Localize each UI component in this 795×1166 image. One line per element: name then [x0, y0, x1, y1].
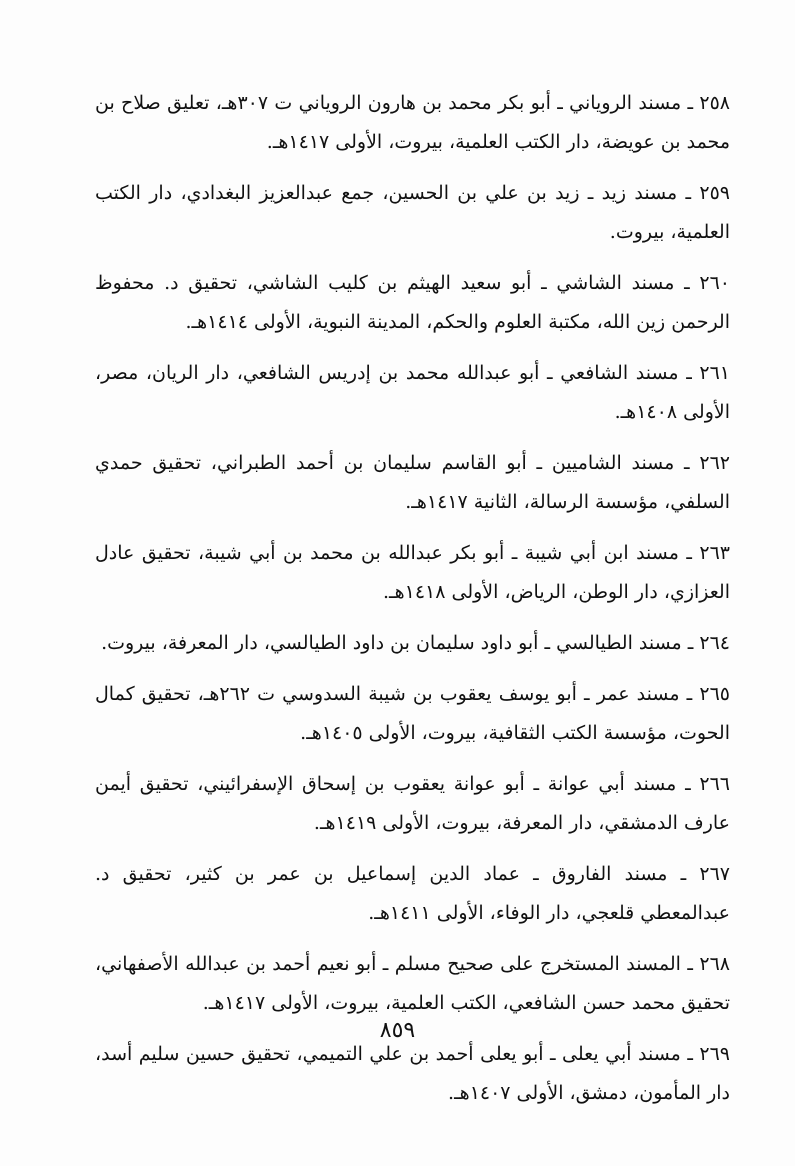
bibliography-entry-261: ٢٦١ ـ مسند الشافعي ـ أبو عبدالله محمد بن إدريس الشافعي، دار الريان، مصر، الأولى ١٤٠٨هـ. — [95, 362, 730, 423]
page-number: ٨٥٩ — [379, 1018, 416, 1043]
bibliography-entry-267: ٢٦٧ ـ مسند الفاروق ـ عماد الدين إسماعيل بن عمر بن كثير، تحقيق د. عبدالمعطي قلعجي، دار الوفاء، الأولى ١٤١١هـ. — [95, 863, 730, 924]
bibliography-entry-265: ٢٦٥ ـ مسند عمر ـ أبو يوسف يعقوب بن شيبة السدوسي ت ٢٦٢هـ، تحقيق كمال الحوت، مؤسسة الكتب الثقافية، بيروت، الأولى ١٤٠٥هـ. — [95, 683, 730, 744]
bibliography-list — [95, 84, 730, 1125]
bibliography-entry-259: ٢٥٩ ـ مسند زيد ـ زيد بن علي بن الحسين، جمع عبدالعزيز البغدادي، دار الكتب العلمية، بيروت. — [95, 182, 730, 243]
bibliography-entry-264: ٢٦٤ ـ مسند الطيالسي ـ أبو داود سليمان بن داود الطيالسي، دار المعرفة، بيروت. — [101, 632, 730, 654]
bibliography-entry-269: ٢٦٩ ـ مسند أبي يعلى ـ أبو يعلى أحمد بن علي التميمي، تحقيق حسين سليم أسد، دار المأمون، دمشق، الأولى ١٤٠٧هـ. — [95, 1043, 730, 1104]
bibliography-entry-266: ٢٦٦ ـ مسند أبي عوانة ـ أبو عوانة يعقوب بن إسحاق الإسفرائيني، تحقيق أيمن عارف الدمشقي، دار المعرفة، بيروت، الأولى ١٤١٩هـ. — [95, 773, 730, 834]
bibliography-entry-260: ٢٦٠ ـ مسند الشاشي ـ أبو سعيد الهيثم بن كليب الشاشي، تحقيق د. محفوظ الرحمن زين الله، مكتبة العلوم والحكم، المدينة النبوية، الأولى ١٤١٤هـ. — [95, 272, 730, 333]
bibliography-entry-263: ٢٦٣ ـ مسند ابن أبي شيبة ـ أبو بكر عبدالله بن محمد بن أبي شيبة، تحقيق عادل العزازي، دار الوطن، الرياض، الأولى ١٤١٨هـ. — [95, 542, 730, 603]
bibliography-entry-262: ٢٦٢ ـ مسند الشاميين ـ أبو القاسم سليمان بن أحمد الطبراني، تحقيق حمدي السلفي، مؤسسة الرسالة، الثانية ١٤١٧هـ. — [95, 452, 730, 513]
bibliography-entry-268: ٢٦٨ ـ المسند المستخرج على صحيح مسلم ـ أبو نعيم أحمد بن عبدالله الأصفهاني، تحقيق محمد حسن الشافعي، الكتب العلمية، بيروت، الأولى ١٤١٧هـ. — [95, 953, 730, 1014]
bibliography-entry-258: ٢٥٨ ـ مسند الروياني ـ أبو بكر محمد بن هارون الروياني ت ٣٠٧هـ، تعليق صلاح بن محمد بن عويضة، دار الكتب العلمية، بيروت، الأولى ١٤١٧هـ. — [95, 92, 730, 153]
